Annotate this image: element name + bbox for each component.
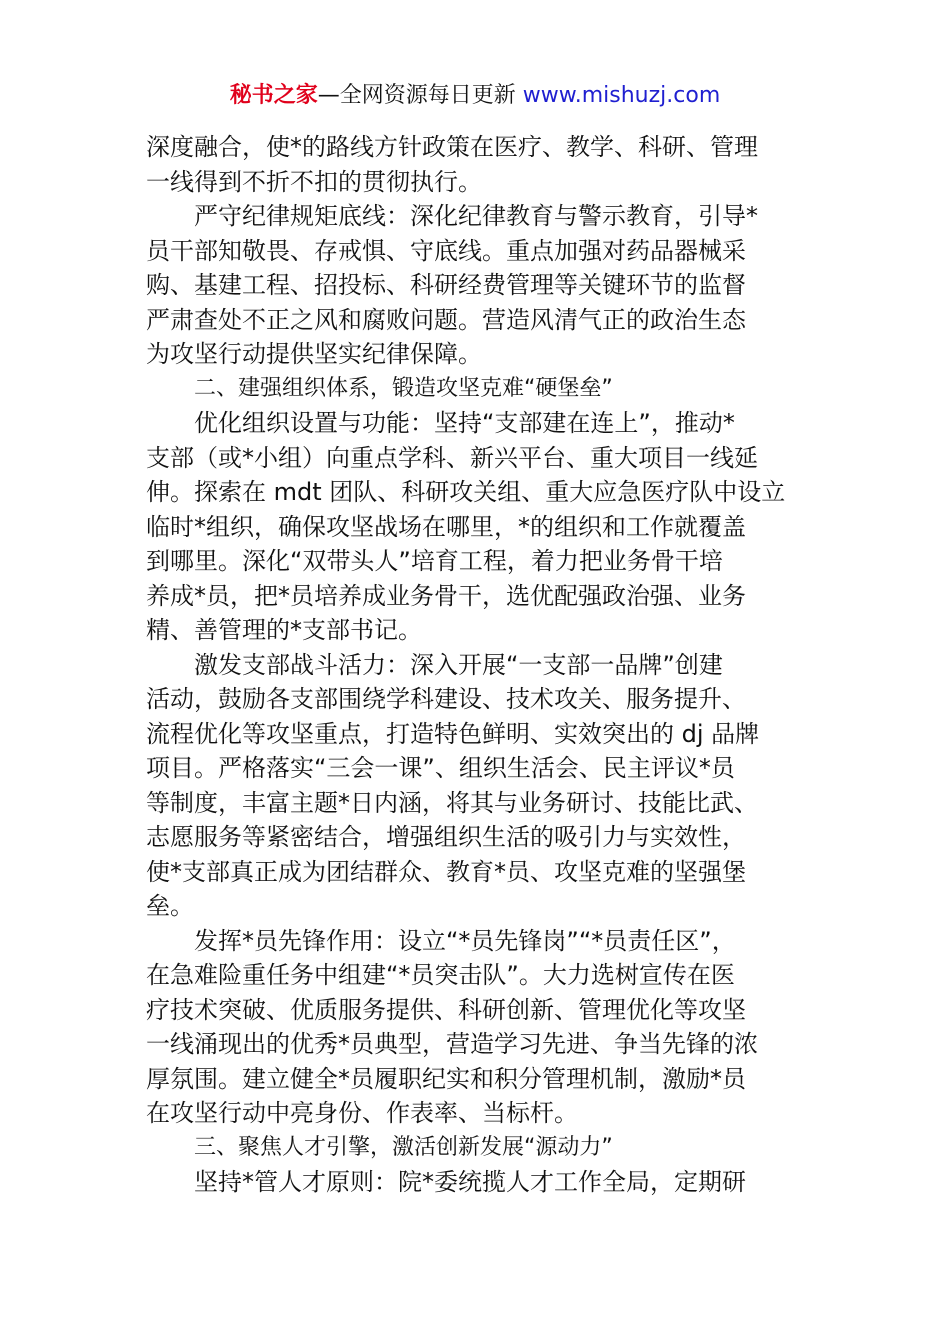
text-line: 流程优化等攻坚重点，打造特色鲜明、实效突出的 dj 品牌 xyxy=(146,719,760,748)
text-line: 深度融合，使*的路线方针政策在医疗、教学、科研、管理 xyxy=(146,133,758,161)
text-line: 精、善管理的*支部书记。 xyxy=(146,616,422,644)
text-line: 购、基建工程、招投标、科研经费管理等关键环节的监督 xyxy=(146,271,746,299)
text-line: 等制度，丰富主题*日内涵，将其与业务研讨、技能比武、 xyxy=(146,788,758,817)
text-line: 为攻坚行动提供坚实纪律保障。 xyxy=(146,340,482,368)
document-body xyxy=(146,130,811,1200)
text-line: 使*支部真正成为团结群众、教育*员、攻坚克难的坚强堡 xyxy=(146,857,746,886)
text-line: 一线涌现出的优秀*员典型，营造学习先进、争当先锋的浓 xyxy=(146,1030,758,1058)
text-line: 临时*组织，确保攻坚战场在哪里，*的组织和工作就覆盖 xyxy=(146,512,746,541)
text-line: 支部（或*小组）向重点学科、新兴平台、重大项目一线延 xyxy=(146,443,758,472)
text-line: 在攻坚行动中亮身份、作表率、当标杆。 xyxy=(146,1099,578,1127)
text-line: 伸。探索在 mdt 团队、科研攻关组、重大应急医疗队中设立 xyxy=(146,478,786,506)
section-heading: 三、聚焦人才引擎，激活创新发展“源动力” xyxy=(194,1134,613,1160)
text-line: 志愿服务等紧密结合，增强组织生活的吸引力与实效性， xyxy=(146,823,746,851)
text-line: 一线得到不折不扣的贯彻执行。 xyxy=(146,167,482,196)
paragraph-start: 发挥*员先锋作用：设立“*员先锋岗”“*员责任区”， xyxy=(194,926,736,955)
text-line: 疗技术突破、优质服务提供、科研创新、管理优化等攻坚 xyxy=(146,995,746,1024)
paragraph-start: 严守纪律规矩底线：深化纪律教育与警示教育，引导* xyxy=(194,202,758,230)
text-line: 垒。 xyxy=(146,892,194,920)
paragraph-start: 坚持*管人才原则：院*委统揽人才工作全局，定期研 xyxy=(194,1168,746,1196)
text-line: 到哪里。深化“双带头人”培育工程，着力把业务骨干培 xyxy=(146,547,723,575)
paragraph-start: 优化组织设置与功能：坚持“支部建在连上”，推动* xyxy=(194,409,735,437)
site-brand: 秘书之家 xyxy=(229,83,318,108)
text-line: 严肃查处不正之风和腐败问题。营造风清气正的政治生态 xyxy=(146,305,746,334)
section-heading: 二、建强组织体系，锻造攻坚克难“硬堡垒” xyxy=(194,375,613,401)
text-line: 员干部知敬畏、存戒惧、守底线。重点加强对药品器械采 xyxy=(146,236,746,265)
site-header xyxy=(0,80,950,112)
text-line: 厚氛围。建立健全*员履职纪实和积分管理机制，激励*员 xyxy=(146,1064,746,1093)
text-line: 在急难险重任务中组建“*员突击队”。大力选树宣传在医 xyxy=(146,961,735,989)
site-tagline: —全网资源每日更新 xyxy=(317,83,523,108)
site-url-link[interactable]: www.mishuzj.com xyxy=(522,83,721,108)
text-line: 项目。严格落实“三会一课”、组织生活会、民主评议*员 xyxy=(146,754,735,782)
text-line: 养成*员，把*员培养成业务骨干，选优配强政治强、业务 xyxy=(146,581,746,610)
paragraph-start: 激发支部战斗活力：深入开展“一支部一品牌”创建 xyxy=(194,650,723,679)
text-line: 活动，鼓励各支部围绕学科建设、技术攻关、服务提升、 xyxy=(146,685,746,713)
